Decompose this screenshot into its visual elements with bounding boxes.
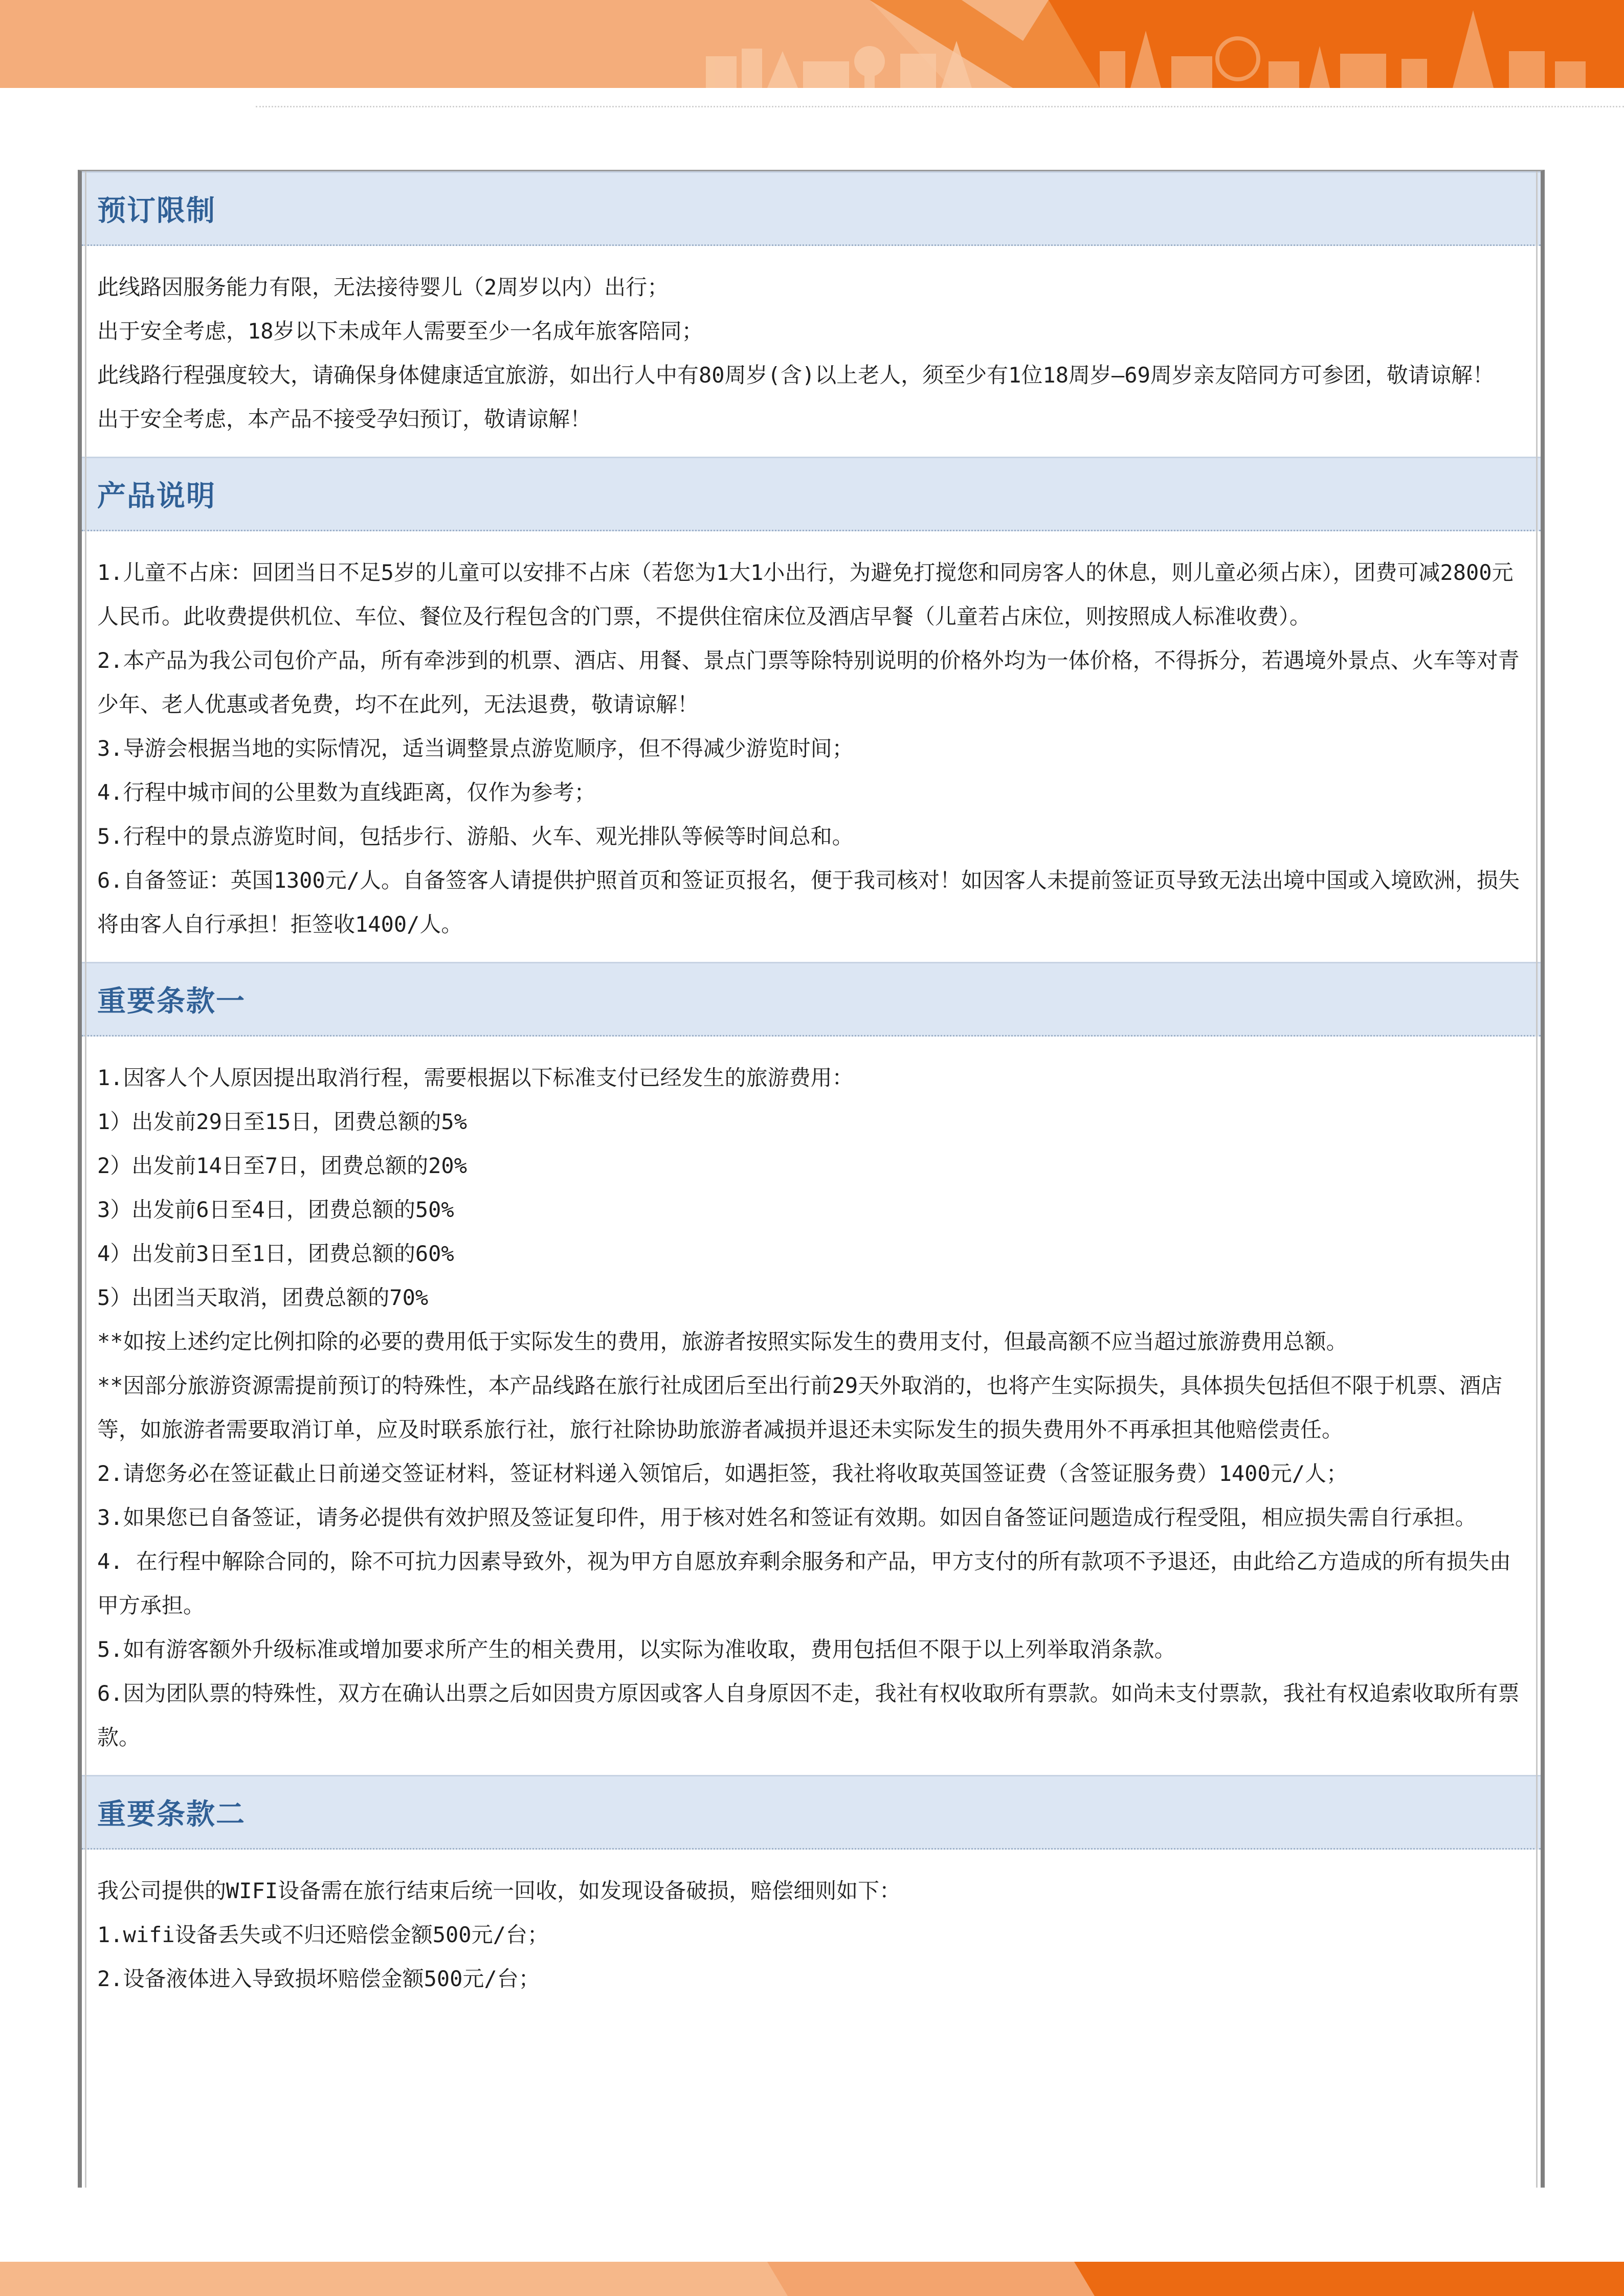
section-header (82, 1775, 1541, 1850)
header-banner-graphic (0, 0, 1624, 88)
paragraph: 6.因为团队票的特殊性，双方在确认出票之后如因贵方原因或客人自身原因不走，我社有权收取所有票款。如尚未支付票款，我社有权追索收取所有票款。 (97, 1681, 1520, 1750)
section-header (82, 457, 1541, 531)
paragraph: 此线路因服务能力有限，无法接待婴儿（2周岁以内）出行； (97, 275, 669, 300)
section-title: 预订限制 (97, 194, 216, 228)
footer-band (0, 2262, 1624, 2296)
paragraph: 4. 在行程中解除合同的，除不可抗力因素导致外，视为甲方自愿放弃剩余服务和产品，甲方支付的所有款项不予退还，由此给乙方造成的所有损失由甲方承担。 (97, 1549, 1511, 1618)
section-body (82, 531, 1541, 962)
paragraph: 4）出发前3日至1日，团费总额的60% (97, 1241, 454, 1266)
paragraph: 3）出发前6日至4日，团费总额的50% (97, 1197, 454, 1222)
section-title: 重要条款一 (97, 985, 246, 1018)
header-divider (256, 106, 1624, 107)
paragraph: 4.行程中城市间的公里数为直线距离，仅作为参考； (97, 780, 596, 805)
header-banner (0, 0, 1624, 88)
paragraph: 1.儿童不占床：回团当日不足5岁的儿童可以安排不占床（若您为1大1小出行，为避免打搅您和同房客人的休息，则儿童必须占床），团费可减2800元人民币。此收费提供机位、车位、餐位及行程包含的门票，不提供住宿床位及酒店早餐（儿童若占床位，则按照成人标准收费）。 (97, 560, 1514, 629)
paragraph: 1.wifi设备丢失或不归还赔偿金额500元/台； (97, 1922, 549, 1947)
paragraph: 2.设备液体进入导致损坏赔偿金额500元/台； (97, 1966, 540, 1991)
paragraph: 出于安全考虑，本产品不接受孕妇预订，敬请谅解！ (97, 407, 592, 432)
footer-band-graphic (0, 2262, 1624, 2296)
paragraph: 5）出团当天取消，团费总额的70% (97, 1285, 429, 1310)
paragraph: 我公司提供的WIFI设备需在旅行结束后统一回收，如发现设备破损，赔偿细则如下： (97, 1878, 901, 1903)
section-important-terms-2 (82, 1775, 1541, 2016)
section-booking-restrictions (82, 171, 1541, 457)
section-body (82, 1037, 1541, 1775)
paragraph: 6.自备签证：英国1300元/人。自备签客人请提供护照首页和签证页报名，便于我司核对！如因客人未提前签证页导致无法出境中国或入境欧洲，损失将由客人自行承担！拒签收1400/人。 (97, 868, 1520, 937)
paragraph: 5.行程中的景点游览时间，包括步行、游船、火车、观光排队等候等时间总和。 (97, 824, 854, 849)
paragraph: 3.如果您已自备签证，请务必提供有效护照及签证复印件，用于核对姓名和签证有效期。如因自备签证问题造成行程受阻，相应损失需自行承担。 (97, 1505, 1477, 1530)
section-product-description (82, 457, 1541, 962)
paragraph: 5.如有游客额外升级标准或增加要求所产生的相关费用，以实际为准收取，费用包括但不限于以上列举取消条款。 (97, 1637, 1176, 1662)
paragraph: 2.本产品为我公司包价产品，所有牵涉到的机票、酒店、用餐、景点门票等除特别说明的价格外均为一体价格，不得拆分，若遇境外景点、火车等对青少年、老人优惠或者免费，均不在此列，无法退费，敬请谅解！ (97, 648, 1520, 717)
paragraph: 1）出发前29日至15日，团费总额的5% (97, 1109, 468, 1134)
paragraph: 3.导游会根据当地的实际情况，适当调整景点游览顺序，但不得减少游览时间； (97, 736, 854, 761)
paragraph: 此线路行程强度较大，请确保身体健康适宜旅游，如出行人中有80周岁(含)以上老人，须至少有1位18周岁—69周岁亲友陪同方可参团，敬请谅解！ (97, 363, 1494, 388)
section-important-terms-1 (82, 962, 1541, 1775)
paragraph: 出于安全考虑，18岁以下未成年人需要至少一名成年旅客陪同； (97, 319, 703, 344)
section-header (82, 962, 1541, 1037)
paragraph: 2.请您务必在签证截止日前递交签证材料，签证材料递入领馆后，如遇拒签，我社将收取英国签证费（含签证服务费）1400元/人； (97, 1461, 1348, 1486)
content-frame (78, 170, 1545, 2188)
paragraph: **因部分旅游资源需提前预订的特殊性，本产品线路在旅行社成团后至出行前29天外取消的，也将产生实际损失，具体损失包括但不限于机票、酒店等，如旅游者需要取消订单，应及时联系旅行社，旅行社除协助旅游者减损并退还未实际发生的损失费用外不再承担其他赔偿责任。 (97, 1373, 1503, 1442)
paragraph: 2）出发前14日至7日，团费总额的20% (97, 1153, 468, 1178)
section-body (82, 1850, 1541, 2016)
section-title: 重要条款二 (97, 1798, 246, 1831)
section-body (82, 246, 1541, 457)
paragraph: **如按上述约定比例扣除的必要的费用低于实际发生的费用，旅游者按照实际发生的费用支付，但最高额不应当超过旅游费用总额。 (97, 1329, 1348, 1354)
section-header (82, 171, 1541, 246)
section-title: 产品说明 (97, 480, 216, 513)
paragraph: 1.因客人个人原因提出取消行程，需要根据以下标准支付已经发生的旅游费用： (97, 1065, 854, 1090)
